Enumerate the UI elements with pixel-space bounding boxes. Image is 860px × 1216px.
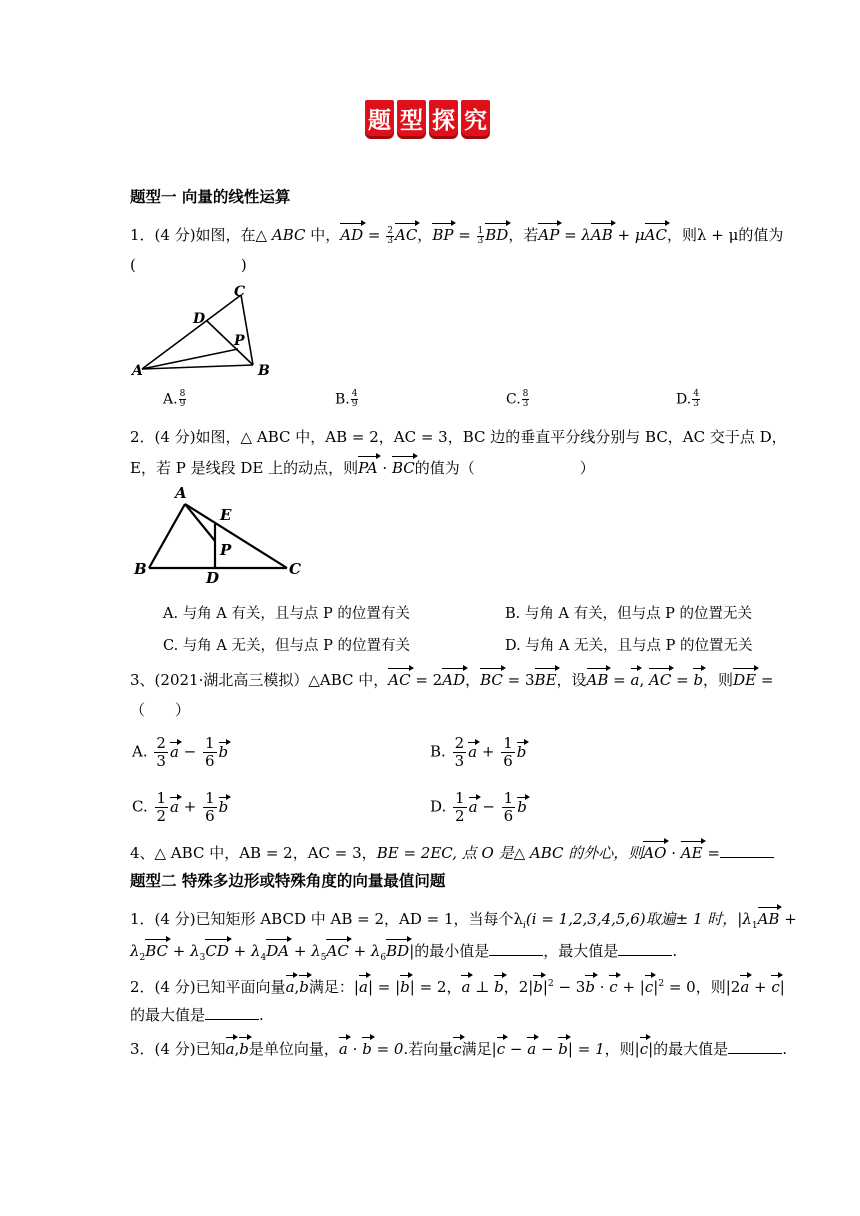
section-title-1: 题型一 向量的线性运算 bbox=[130, 188, 291, 206]
fig1-label-c: C bbox=[234, 284, 246, 300]
q1-option-d: D. $\frac{4}{3}$ bbox=[676, 389, 699, 409]
question-1-2-line1: 2．(4 分)如图，△ ABC 中，AB = 2，AC = 3，BC 边的垂直平分线分别与 BC，AC 交于点 D， bbox=[130, 428, 787, 446]
figure-triangle-2 bbox=[130, 484, 310, 584]
q2-option-a: A. 与角 A 有关，且与点 P 的位置有关 bbox=[163, 606, 410, 622]
figure-triangle-1 bbox=[130, 282, 280, 382]
q2-option-c: C. 与角 A 无关，但与点 P 的位置有关 bbox=[163, 638, 410, 654]
q1-option-b: B. $\frac{4}{9}$ bbox=[335, 389, 358, 409]
q2-option-d: D. 与角 A 无关，且与点 P 的位置无关 bbox=[505, 638, 753, 654]
q3-option-c: C. $\frac{1}{2}$ a + $\frac{1}{6}$ b bbox=[132, 789, 229, 825]
q1-option-a: A. $\frac{8}{9}$ bbox=[163, 389, 186, 409]
banner-char: 型 bbox=[397, 100, 426, 136]
fig1-label-b: B bbox=[258, 363, 270, 379]
fig1-label-a: A bbox=[132, 363, 143, 379]
fig2-label-d: D bbox=[206, 569, 220, 584]
question-1-4: 4、△ ABC 中，AB = 2，AC = 3，BE = 2EC, 点 O 是△ ABC 的外心，则AO · AE = bbox=[130, 840, 774, 864]
q3-option-b: B. $\frac{2}{3}$ a + $\frac{1}{6}$ b bbox=[430, 734, 527, 770]
banner-char: 究 bbox=[461, 100, 490, 136]
q2-option-b: B. 与角 A 有关，但与点 P 的位置无关 bbox=[505, 606, 753, 622]
question-1-3-paren: （ ） bbox=[130, 701, 191, 719]
fig1-label-d: D bbox=[193, 311, 206, 327]
question-2-1-line2: $\lambda_2BC + \lambda_3CD + \lambda_4DA + \lambda_5AC + \lambda_6BD|$的最小值是 ，最大值是 . bbox=[130, 938, 677, 969]
banner-char: 探 bbox=[429, 100, 458, 136]
question-2-3: 3．(4 分)已知a,b是单位向量，a · b = 0.若向量c满足|c − a − b| = 1，则|c|的最大值是 . bbox=[130, 1036, 787, 1060]
section-title-2: 题型二 特殊多边形或特殊角度的向量最值问题 bbox=[130, 872, 446, 890]
q3-option-a: A. $\frac{2}{3}$ a − $\frac{1}{6}$ b bbox=[132, 734, 229, 770]
fig2-label-a: A bbox=[175, 484, 187, 502]
question-1-2-line2: E，若 P 是线段 DE 上的动点，则PA · BC的值为（ ） bbox=[130, 455, 595, 479]
section-banner bbox=[365, 100, 490, 140]
fig2-label-b: B bbox=[134, 560, 147, 578]
fig2-label-c: C bbox=[289, 560, 301, 578]
fig2-label-p: P bbox=[220, 541, 232, 559]
q3-option-d: D. $\frac{1}{2}$ a − $\frac{1}{6}$ b bbox=[430, 789, 527, 825]
question-2-1-line1: 1．(4 分)已知矩形 ABCD 中 AB = 2，AD = 1，当每个$\lambda_i(i = 1,2,3,4,5,6)$取遍± 1 时，$|\lambda_1AB$ + bbox=[130, 906, 797, 937]
question-1-1-paren: ( ) bbox=[130, 256, 247, 274]
banner-char: 题 bbox=[365, 100, 394, 136]
q1-option-c: C. $\frac{8}{3}$ bbox=[506, 389, 529, 409]
question-1-1: 1．(4 分)如图，在△ ABC 中，AD = $\frac{2}{3}$ AC，BP = $\frac{1}{3}$ BD，若AP = λAB + μAC，则λ + μ的值为 bbox=[130, 222, 783, 246]
question-1-3: 3、(2021·湖北高三模拟）△ABC 中，AC = 2AD，BC = 3BE，设AB = a, AC = b，则DE = bbox=[130, 667, 773, 691]
question-2-2-line2: 的最大值是 . bbox=[130, 1006, 264, 1024]
question-2-2-line1: 2．(4 分)已知平面向量a,b满足：|a| = |b| = 2，a ⊥ b，$2|b|^2 - 3b \cdot c + |c|^2 = 0$，则|2a + c| bbox=[130, 973, 785, 998]
fig2-label-e: E bbox=[220, 506, 232, 524]
fig1-label-p: P bbox=[234, 333, 245, 349]
